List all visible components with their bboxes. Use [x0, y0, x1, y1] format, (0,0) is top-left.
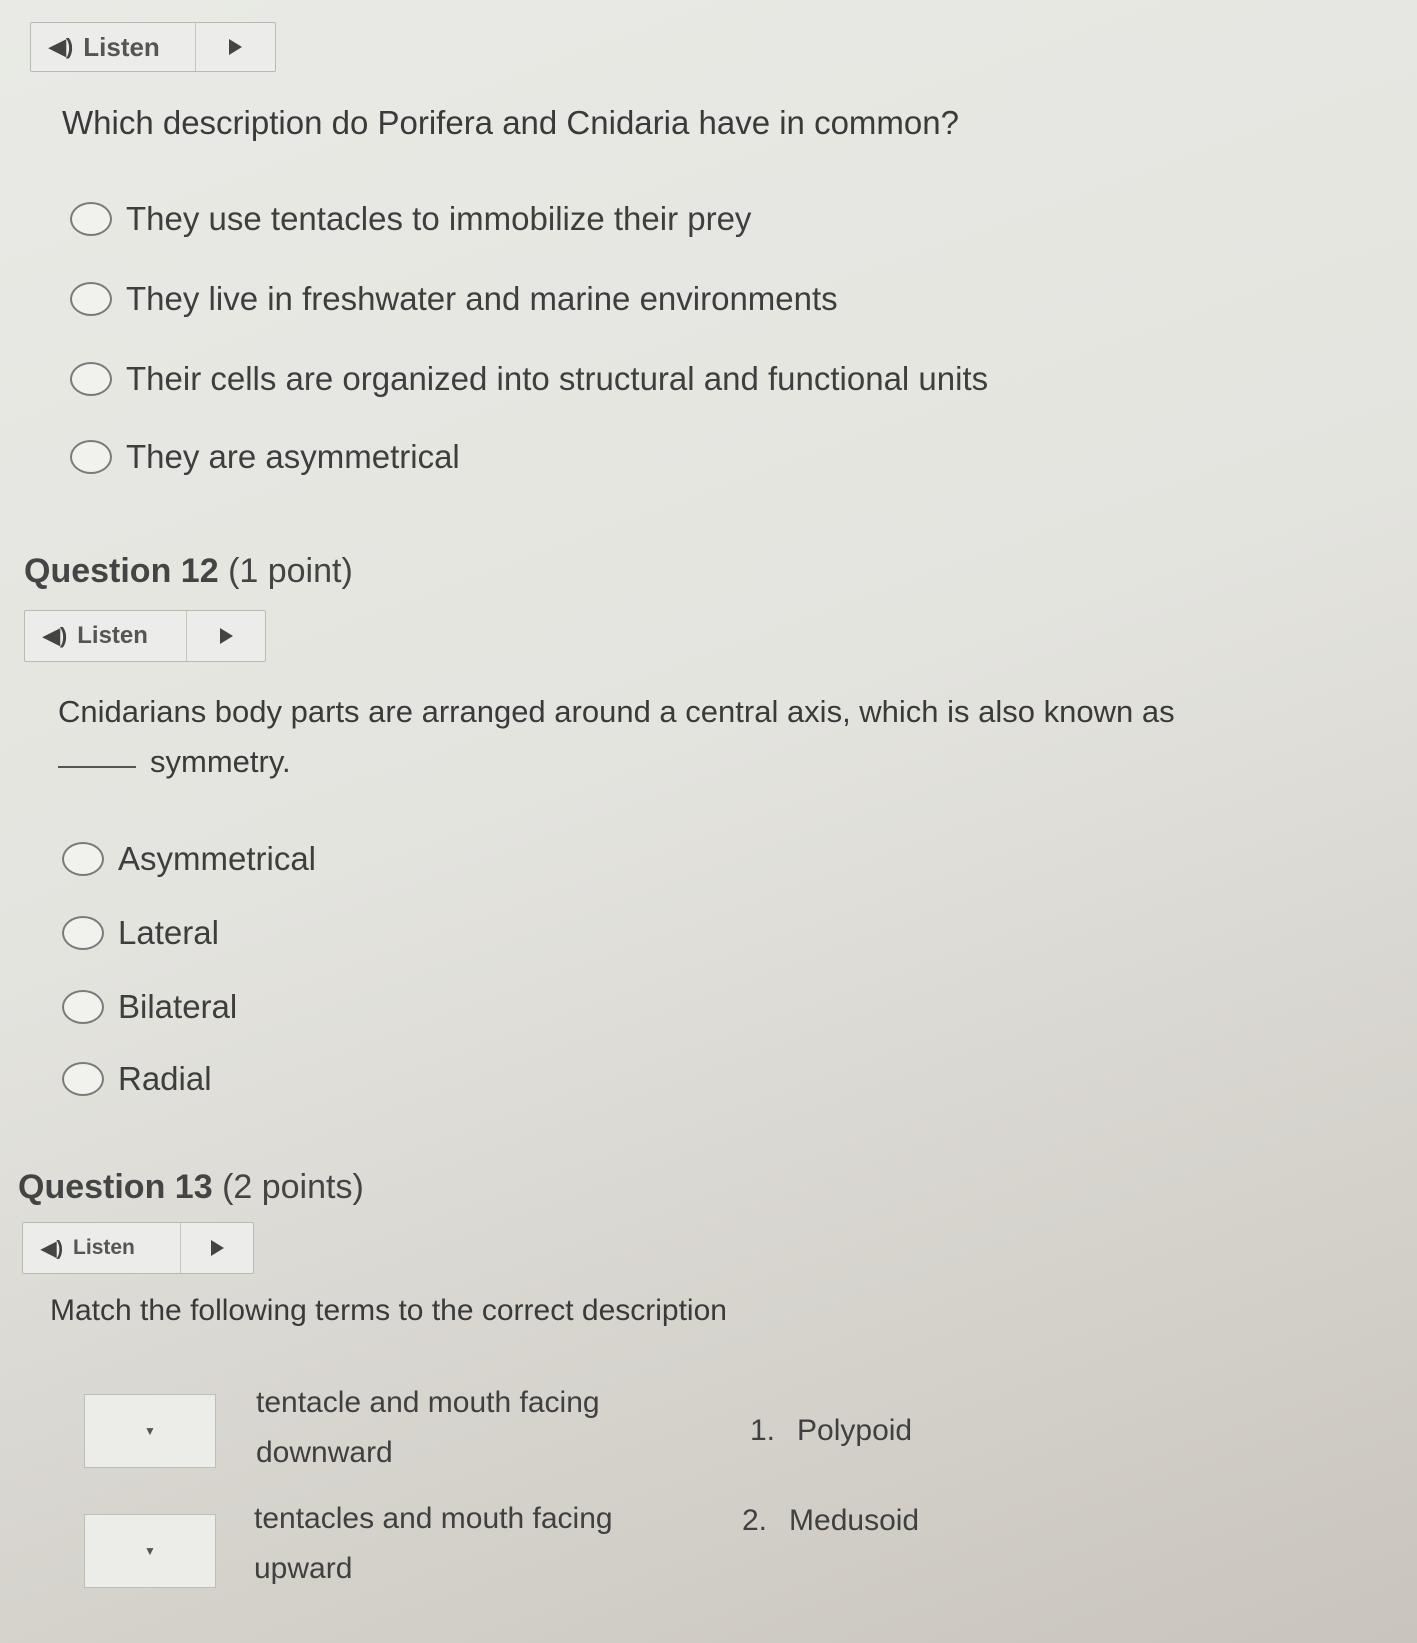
radio-button[interactable]	[70, 362, 112, 396]
match-description-line: downward	[256, 1436, 393, 1469]
option[interactable]	[70, 360, 988, 398]
option-label: Bilateral	[118, 988, 238, 1025]
answer-choice	[742, 1504, 919, 1538]
listen-button[interactable]	[31, 23, 196, 71]
match-description-line: tentacles and mouth facing	[254, 1502, 613, 1535]
listen-player-q13	[22, 1222, 254, 1274]
question-number: Question 13	[18, 1168, 213, 1206]
match-description-line: upward	[254, 1552, 353, 1585]
listen-label: Listen	[73, 1236, 135, 1259]
question-points: (2 points)	[222, 1168, 364, 1206]
match-dropdown[interactable]	[84, 1394, 216, 1468]
listen-button[interactable]	[23, 1223, 181, 1273]
option[interactable]	[70, 200, 751, 238]
listen-label: Listen	[77, 622, 148, 649]
option[interactable]	[62, 988, 237, 1026]
option-label: Asymmetrical	[118, 840, 317, 877]
option[interactable]	[62, 1060, 212, 1098]
match-description	[254, 1494, 694, 1594]
answer-label: Medusoid	[789, 1504, 920, 1537]
play-button[interactable]	[181, 1223, 253, 1273]
option-label: They are asymmetrical	[126, 438, 460, 475]
question-title	[18, 1168, 364, 1207]
option-label: Radial	[118, 1060, 212, 1097]
listen-button[interactable]	[25, 611, 187, 661]
option[interactable]	[70, 280, 838, 318]
question-title	[24, 552, 353, 591]
play-button[interactable]	[196, 23, 275, 71]
radio-button[interactable]	[62, 842, 104, 876]
listen-label: Listen	[83, 31, 160, 62]
option[interactable]	[62, 914, 219, 952]
option-label: They use tentacles to immobilize their prey	[126, 200, 752, 237]
answer-choice	[750, 1414, 912, 1448]
question-number: Question 12	[24, 552, 219, 590]
chevron-down-icon: ▼	[144, 1424, 156, 1438]
radio-button[interactable]	[62, 1062, 104, 1096]
radio-button[interactable]	[70, 282, 112, 316]
question-text: Match the following terms to the correct description	[50, 1294, 727, 1327]
play-icon	[229, 39, 242, 55]
question-text: Which description do Porifera and Cnidaria have in common?	[62, 104, 959, 141]
play-button[interactable]	[187, 611, 265, 661]
option-label: Their cells are organized into structural and functional units	[126, 360, 989, 397]
radio-button[interactable]	[70, 202, 112, 236]
question-points: (1 point)	[228, 552, 353, 590]
answer-blank	[58, 766, 136, 768]
answer-label: Polypoid	[797, 1414, 913, 1447]
play-icon	[220, 628, 233, 644]
speaker-icon: ◀)	[43, 623, 68, 648]
option[interactable]	[62, 840, 316, 878]
chevron-down-icon: ▼	[144, 1544, 156, 1558]
match-dropdown[interactable]	[84, 1514, 216, 1588]
answer-number: 1.	[750, 1414, 776, 1447]
radio-button[interactable]	[62, 990, 104, 1024]
speaker-icon: ◀)	[41, 1237, 64, 1260]
question-text: Cnidarians body parts are arranged around a central axis, which is also known as	[58, 694, 1175, 729]
question-text-tail: symmetry.	[150, 744, 291, 779]
listen-player-q11	[30, 22, 276, 72]
option[interactable]	[70, 438, 460, 476]
listen-player-q12	[24, 610, 266, 662]
speaker-icon: ◀)	[49, 34, 74, 59]
option-label: They live in freshwater and marine environments	[126, 280, 838, 317]
match-description	[256, 1378, 696, 1478]
play-icon	[211, 1240, 224, 1256]
radio-button[interactable]	[62, 916, 104, 950]
radio-button[interactable]	[70, 440, 112, 474]
answer-number: 2.	[742, 1504, 768, 1537]
option-label: Lateral	[118, 914, 219, 951]
question-text-continued	[58, 744, 291, 780]
match-description-line: tentacle and mouth facing	[256, 1386, 600, 1419]
